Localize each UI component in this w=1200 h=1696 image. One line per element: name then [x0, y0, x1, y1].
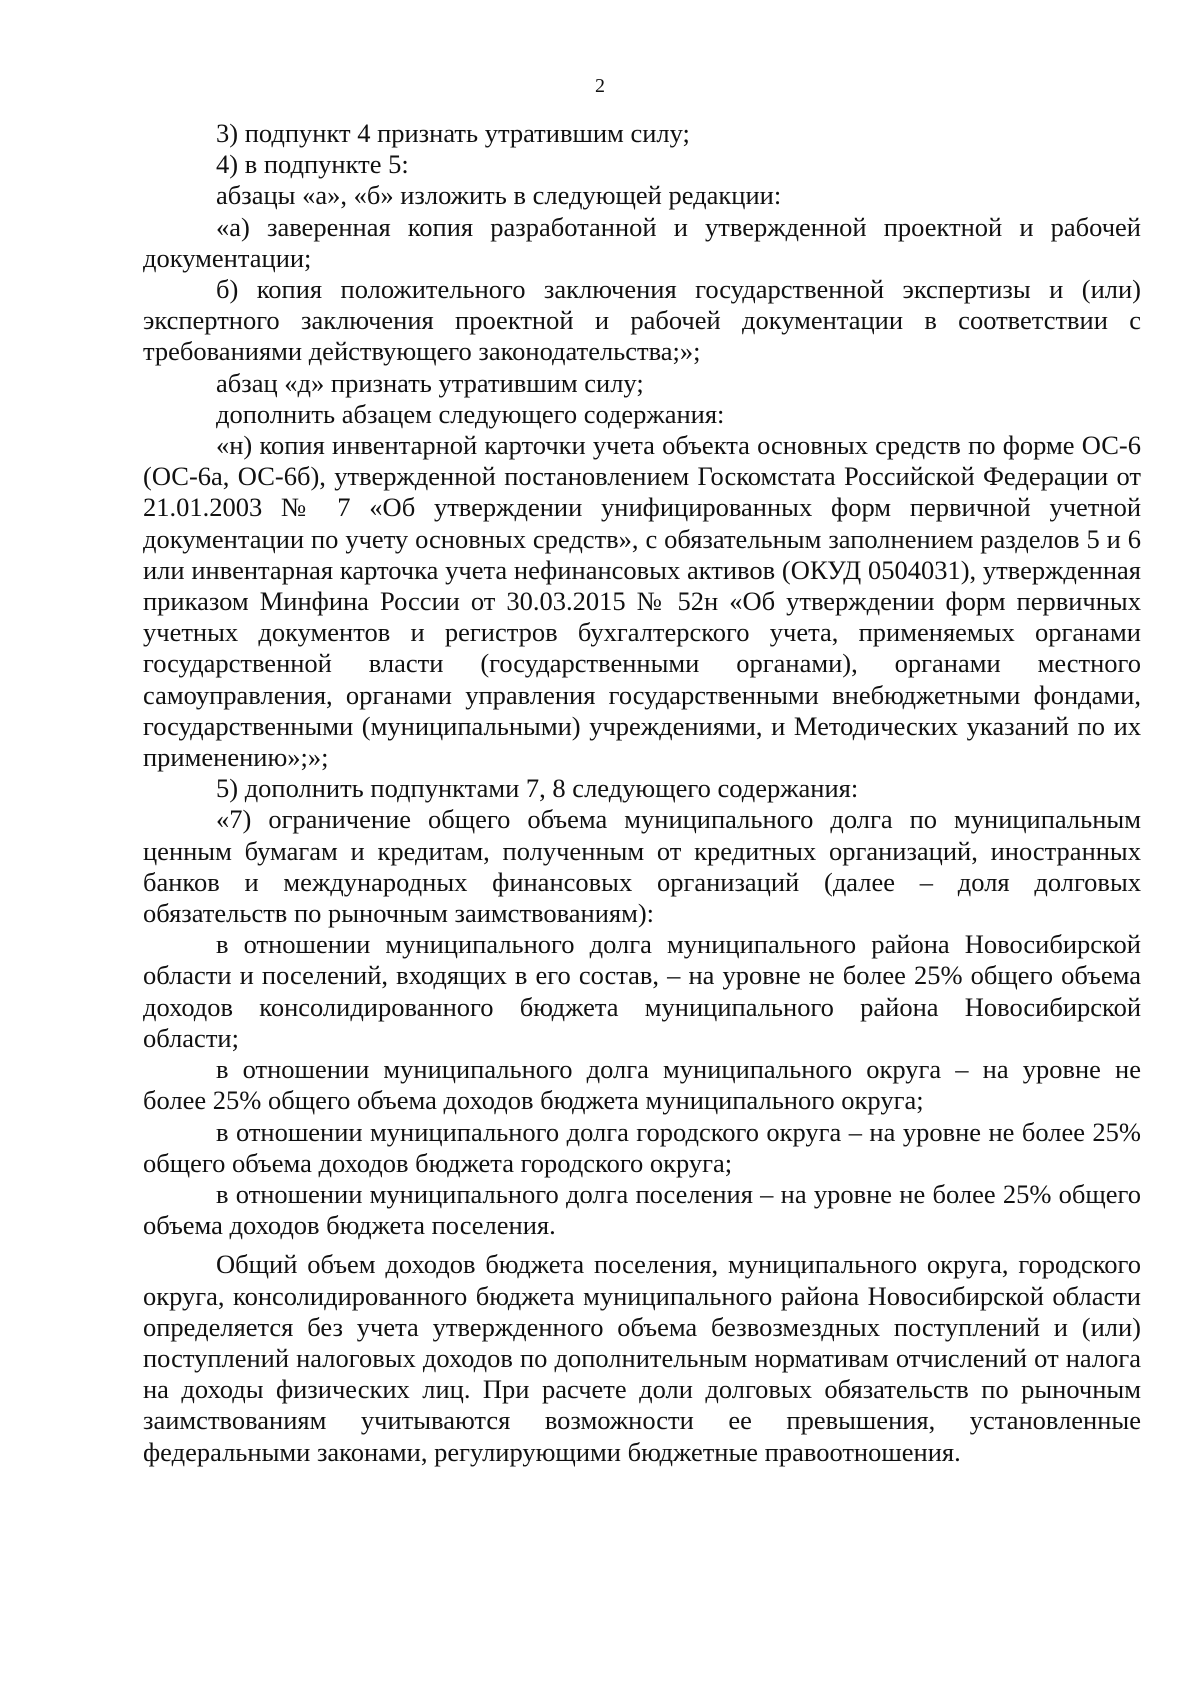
paragraph-sub-a: «а) заверенная копия разработанной и утвержденной проектной и рабочей документации; [143, 211, 1141, 273]
document-body [143, 118, 1141, 1468]
paragraph-item-4: 4) в подпункте 5: [216, 149, 409, 180]
paragraph-settlement-debt: в отношении муниципального долга поселения – на уровне не более 25% общего объема доходов бюджета поселения. [143, 1178, 1141, 1241]
page-number: 2 [595, 75, 605, 97]
paragraph-district-debt: в отношении муниципального долга муниципального района Новосибирской области и поселений, входящих в его состав, – на уровне не более 25% общего объема доходов консолидированного бюджета муниципального района Новосибирской области; [143, 929, 1141, 1053]
paragraph-sub-7: «7) ограничение общего объема муниципального долга по муниципальным ценным бумагам и кредитам, полученным от кредитных организаций, иностранных банков и международных финансовых организаций (далее – доля долговых обязательств по рыночным заимствованиям): [143, 804, 1141, 929]
paragraph-total-income: Общий объем доходов бюджета поселения, муниципального округа, городского округа, консолидированного бюджета муниципального района Новосибирской области определяется без учета утвержденного объема безвозмездных поступлений и (или) поступлений налоговых доходов по дополнительным нормативам отчислений от налога на доходы физических лиц. При расчете доли долговых обязательств по рыночным заимствованиям учитываются возможности ее превышения, установленные федеральными законами, регулирующими бюджетные правоотношения. [143, 1249, 1141, 1467]
paragraph-sub-b: б) копия положительного заключения государственной экспертизы и (или) экспертного заключения проектной и рабочей документации в соответствии с требованиями действующего законодательства;»; [143, 274, 1141, 367]
paragraph-item-3: 3) подпункт 4 признать утратившим силу; [216, 118, 690, 148]
paragraph-abzacy-a-b: абзацы «а», «б» изложить в следующей редакции: [216, 180, 782, 211]
paragraph-item-5: 5) дополнить подпунктами 7, 8 следующего содержания: [216, 773, 859, 804]
paragraph-city-debt: в отношении муниципального долга городского округа – на уровне не более 25% общего объема доходов бюджета городского округа; [143, 1116, 1141, 1178]
paragraph-dopolnit-abzacem: дополнить абзацем следующего содержания: [216, 398, 725, 429]
paragraph-sub-n: «н) копия инвентарной карточки учета объекта основных средств по форме ОС-6 (ОС-6а, ОС-6б), утвержденной постановлением Госкомстата Российской Федерации от 21.01.2003 № 7 «Об утверждении унифицированных форм первичной учетной документации по учету основных средств», с обязательным заполнением разделов 5 и 6 или инвентарная карточка учета нефинансовых активов (ОКУД 0504031), утвержденная приказом Минфина России от 30.03.2015 № 52н «Об утверждении форм первичных учетных документов и регистров бухгалтерского учета, применяемых органами государственной власти (государственными органами), органами местного самоуправления, органами управления государственными внебюджетными фондами, государственными (муниципальными) учреждениями, и Методических указаний по их применению»;»; [143, 430, 1141, 773]
paragraph-abzac-d: абзац «д» признать утратившим силу; [216, 367, 644, 398]
paragraph-okrug-debt: в отношении муниципального долга муниципального округа – на уровне не более 25% общего объема доходов бюджета муниципального округа; [143, 1054, 1141, 1116]
